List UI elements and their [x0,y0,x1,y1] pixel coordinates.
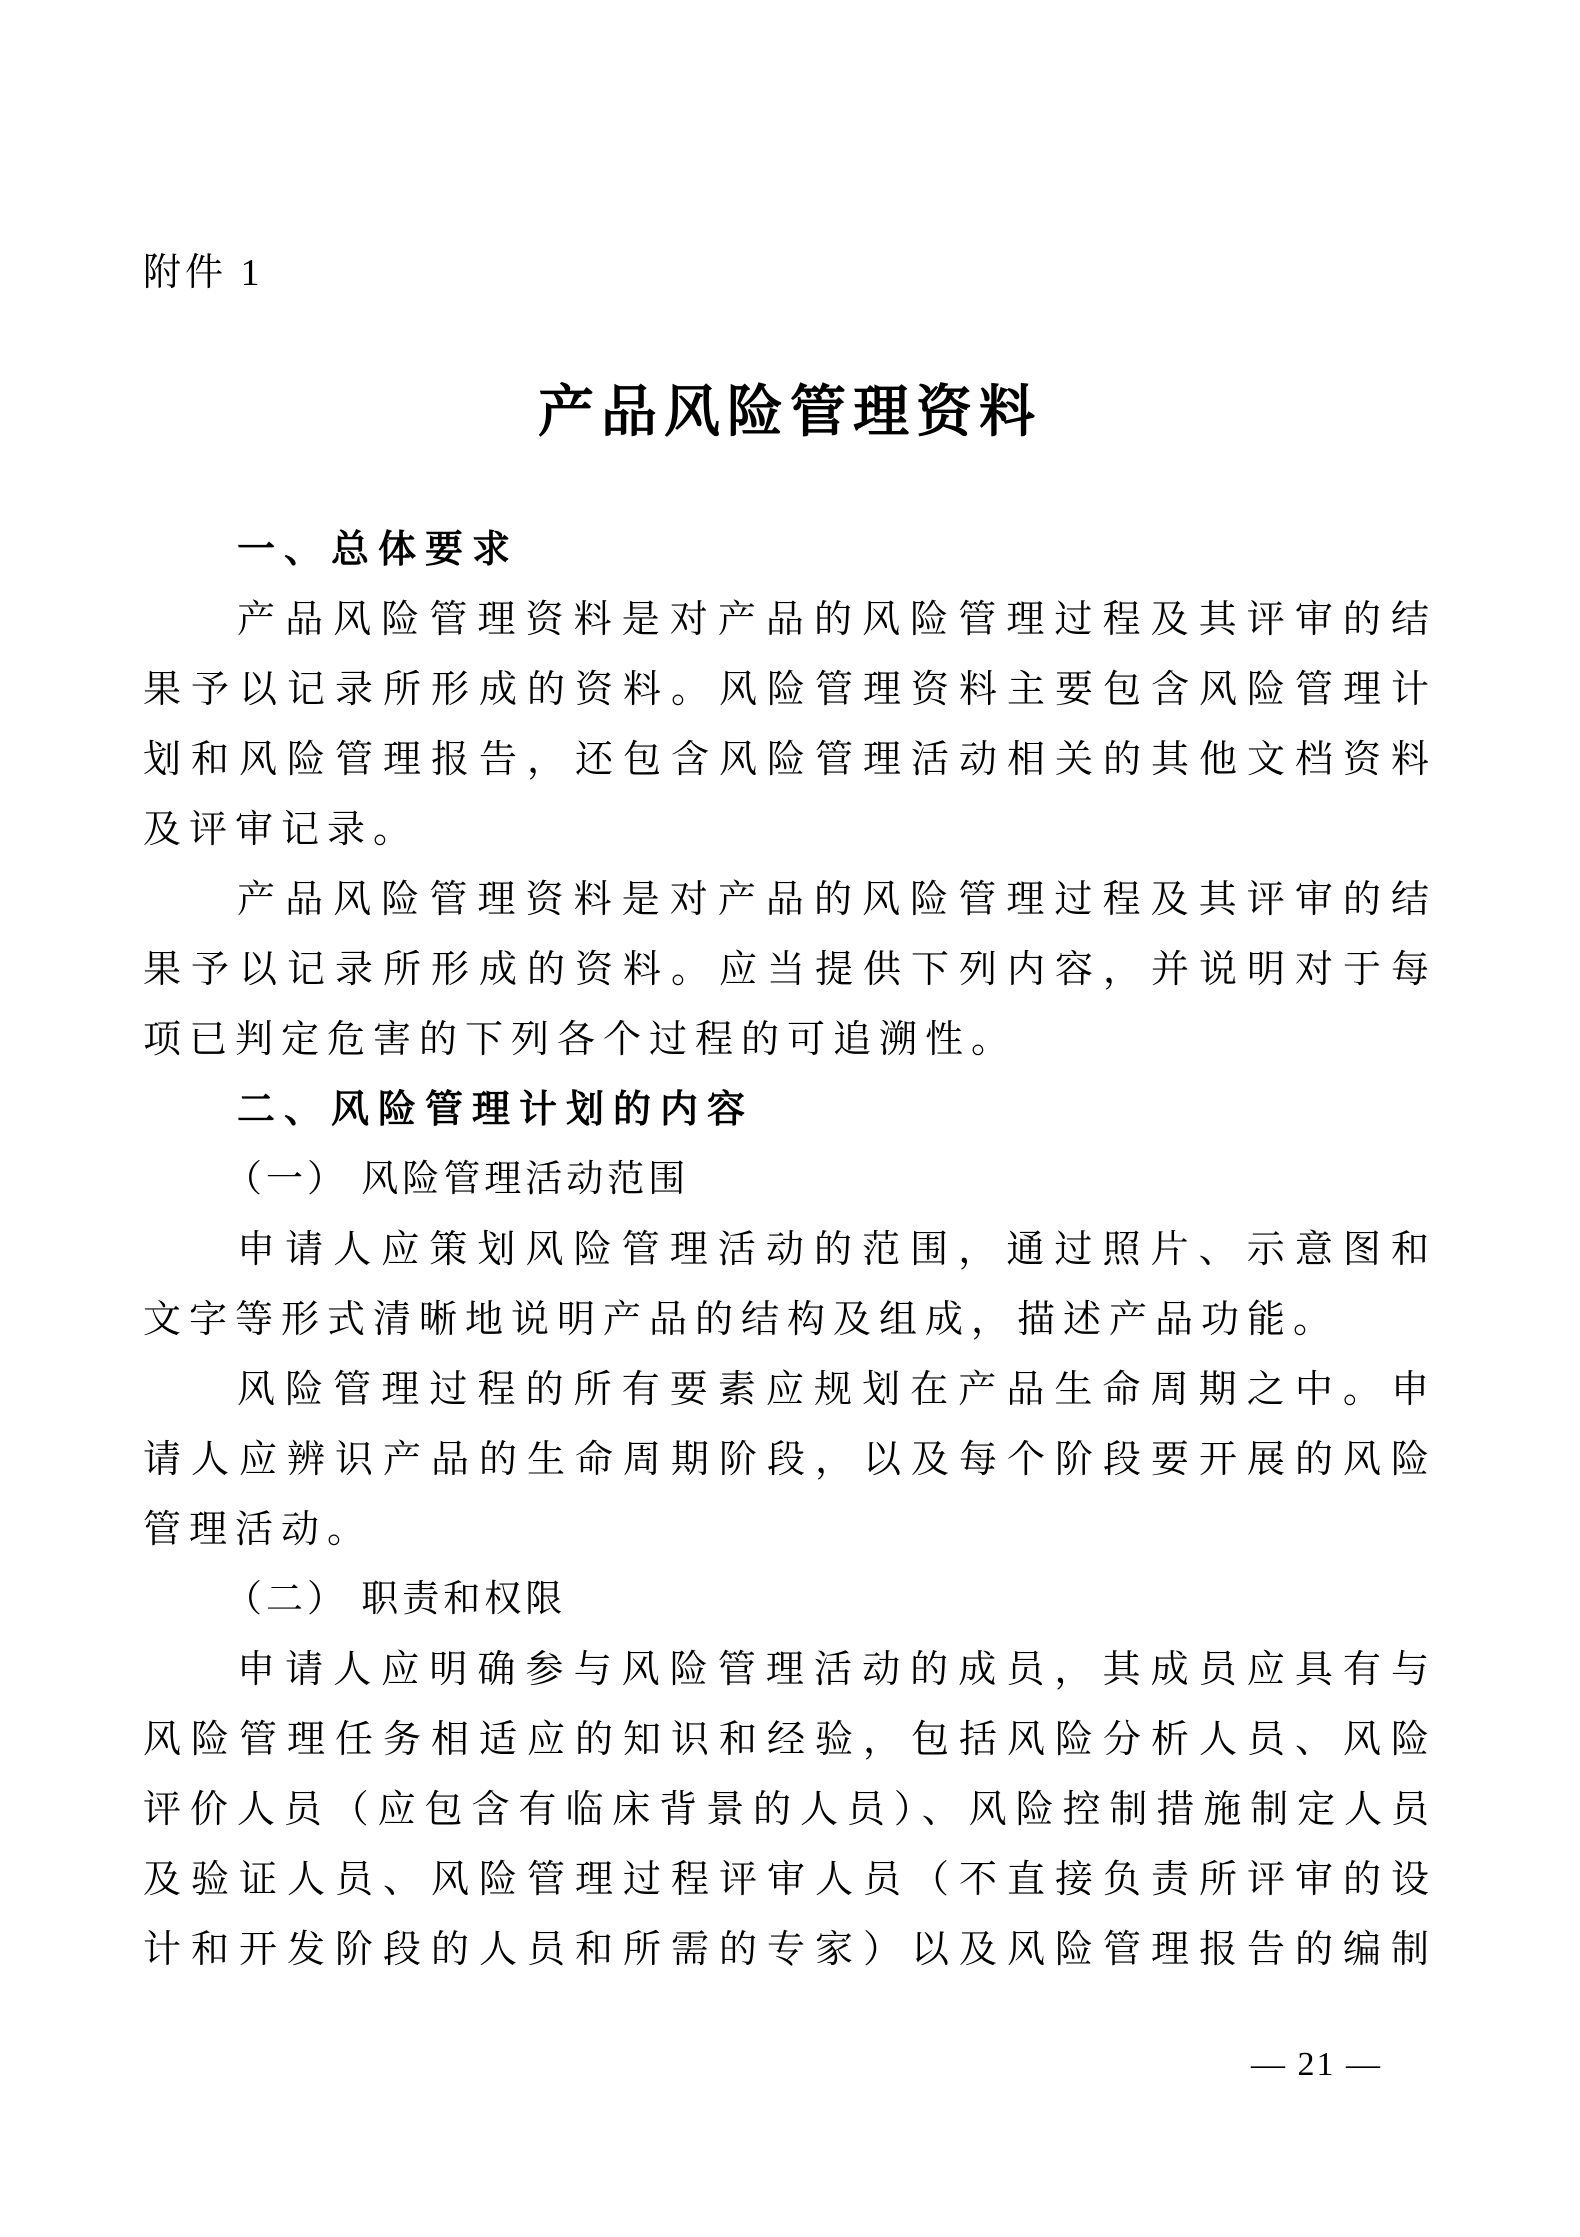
body-line: 计和开发阶段的人员和所需的专家）以及风险管理报告的编制 [143,1929,1437,1971]
body-line: 果予以记录所形成的资料。风险管理资料主要包含风险管理计 [143,669,1437,711]
paragraph [143,1355,1437,1565]
subsection-heading-responsibilities-and-authority: （二） 职责和权限 [225,1579,567,1620]
body-line: 请人应辨识产品的生命周期阶段，以及每个阶段要开展的风险 [143,1439,1437,1481]
body-line: 风险管理任务相适应的知识和经验，包括风险分析人员、风险 [143,1719,1437,1761]
body-line: 评价人员（应包含有临床背景的人员）、风险控制措施制定人员 [143,1789,1437,1831]
page-number: — 21 — [1251,2046,1382,2083]
body-line: 及评审记录。 [143,809,420,851]
body-line: 管理活动。 [143,1509,374,1551]
body-line: 果予以记录所形成的资料。应当提供下列内容，并说明对于每 [143,949,1437,991]
paragraph [143,585,1437,865]
body-line: 风险管理过程的所有要素应规划在产品生命周期之中。申 [237,1369,1437,1411]
paragraph [143,865,1437,1075]
attachment-label: 附件 1 [143,252,264,294]
body-line: 文字等形式清晰地说明产品的结构及组成，描述产品功能。 [143,1299,1340,1341]
paragraph [143,1635,1437,1985]
body-line: 项已判定危害的下列各个过程的可追溯性。 [143,1019,1018,1061]
body-line: 申请人应策划风险管理活动的范围，通过照片、示意图和 [237,1229,1437,1271]
body-line: 划和风险管理报告，还包含风险管理活动相关的其他文档资料 [143,739,1437,781]
body-line: 产品风险管理资料是对产品的风险管理过程及其评审的结 [237,879,1437,921]
section-heading-risk-management-plan-content: 二、风险管理计划的内容 [237,1089,755,1131]
document-title: 产品风险管理资料 [538,382,1042,444]
paragraph [143,1215,1437,1355]
body-line: 产品风险管理资料是对产品的风险管理过程及其评审的结 [237,599,1437,641]
section-heading-general-requirements: 一、总体要求 [237,529,520,571]
body-line: 及验证人员、风险管理过程评审人员（不直接负责所评审的设 [143,1859,1437,1901]
body-line: 申请人应明确参与风险管理活动的成员，其成员应具有与 [237,1649,1437,1691]
subsection-heading-risk-management-activity-scope: （一） 风险管理活动范围 [225,1159,690,1200]
